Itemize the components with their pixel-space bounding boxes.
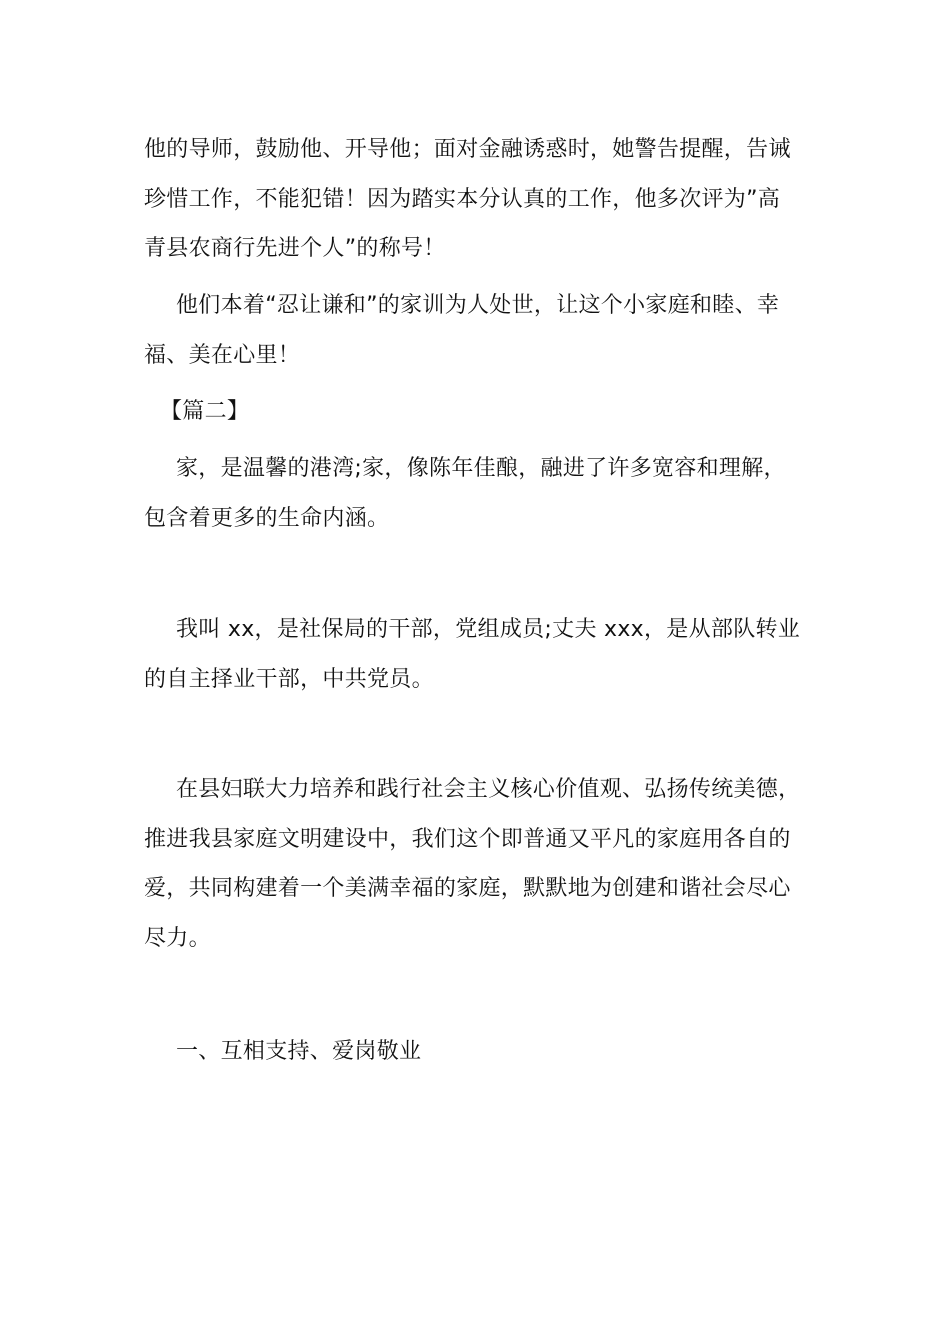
paragraph-5-line-1: 在县妇联大力培养和践行社会主义核心价值观、弘扬传统美德， <box>176 777 801 802</box>
paragraph-4-line-2: 的自主择业干部，中共党员。 <box>144 667 434 692</box>
paragraph-1-line-1: 他的导师，鼓励他、开导他；面对金融诱惑时，她警告提醒，告诫 <box>144 137 791 162</box>
paragraph-1-line-3: 青县农商行先进个人”的称号！ <box>144 236 446 261</box>
subsection-heading: 一、互相支持、爱岗敬业 <box>176 1039 422 1064</box>
paragraph-3-line-1: 家，是温馨的港湾;家，像陈年佳酿，融进了许多宽容和理解， <box>176 456 786 481</box>
paragraph-2-line-1: 他们本着“忍让谦和”的家训为人处世，让这个小家庭和睦、幸 <box>176 293 780 318</box>
paragraph-3-line-2: 包含着更多的生命内涵。 <box>144 506 390 531</box>
paragraph-5-line-3: 爱，共同构建着一个美满幸福的家庭，默默地为创建和谐社会尽心 <box>144 876 791 901</box>
paragraph-5-line-4: 尽力。 <box>144 926 211 951</box>
section-heading-part-two: 【篇二】 <box>160 399 250 424</box>
paragraph-2-line-2: 福、美在心里！ <box>144 343 301 368</box>
paragraph-5-line-2: 推进我县家庭文明建设中，我们这个即普通又平凡的家庭用各自的 <box>144 827 791 852</box>
paragraph-1-line-2: 珍惜工作，不能犯错！因为踏实本分认真的工作，他多次评为”高 <box>144 187 781 212</box>
paragraph-4-line-1: 我叫 xx，是社保局的干部，党组成员;丈夫 xxx，是从部队转业 <box>176 617 801 642</box>
